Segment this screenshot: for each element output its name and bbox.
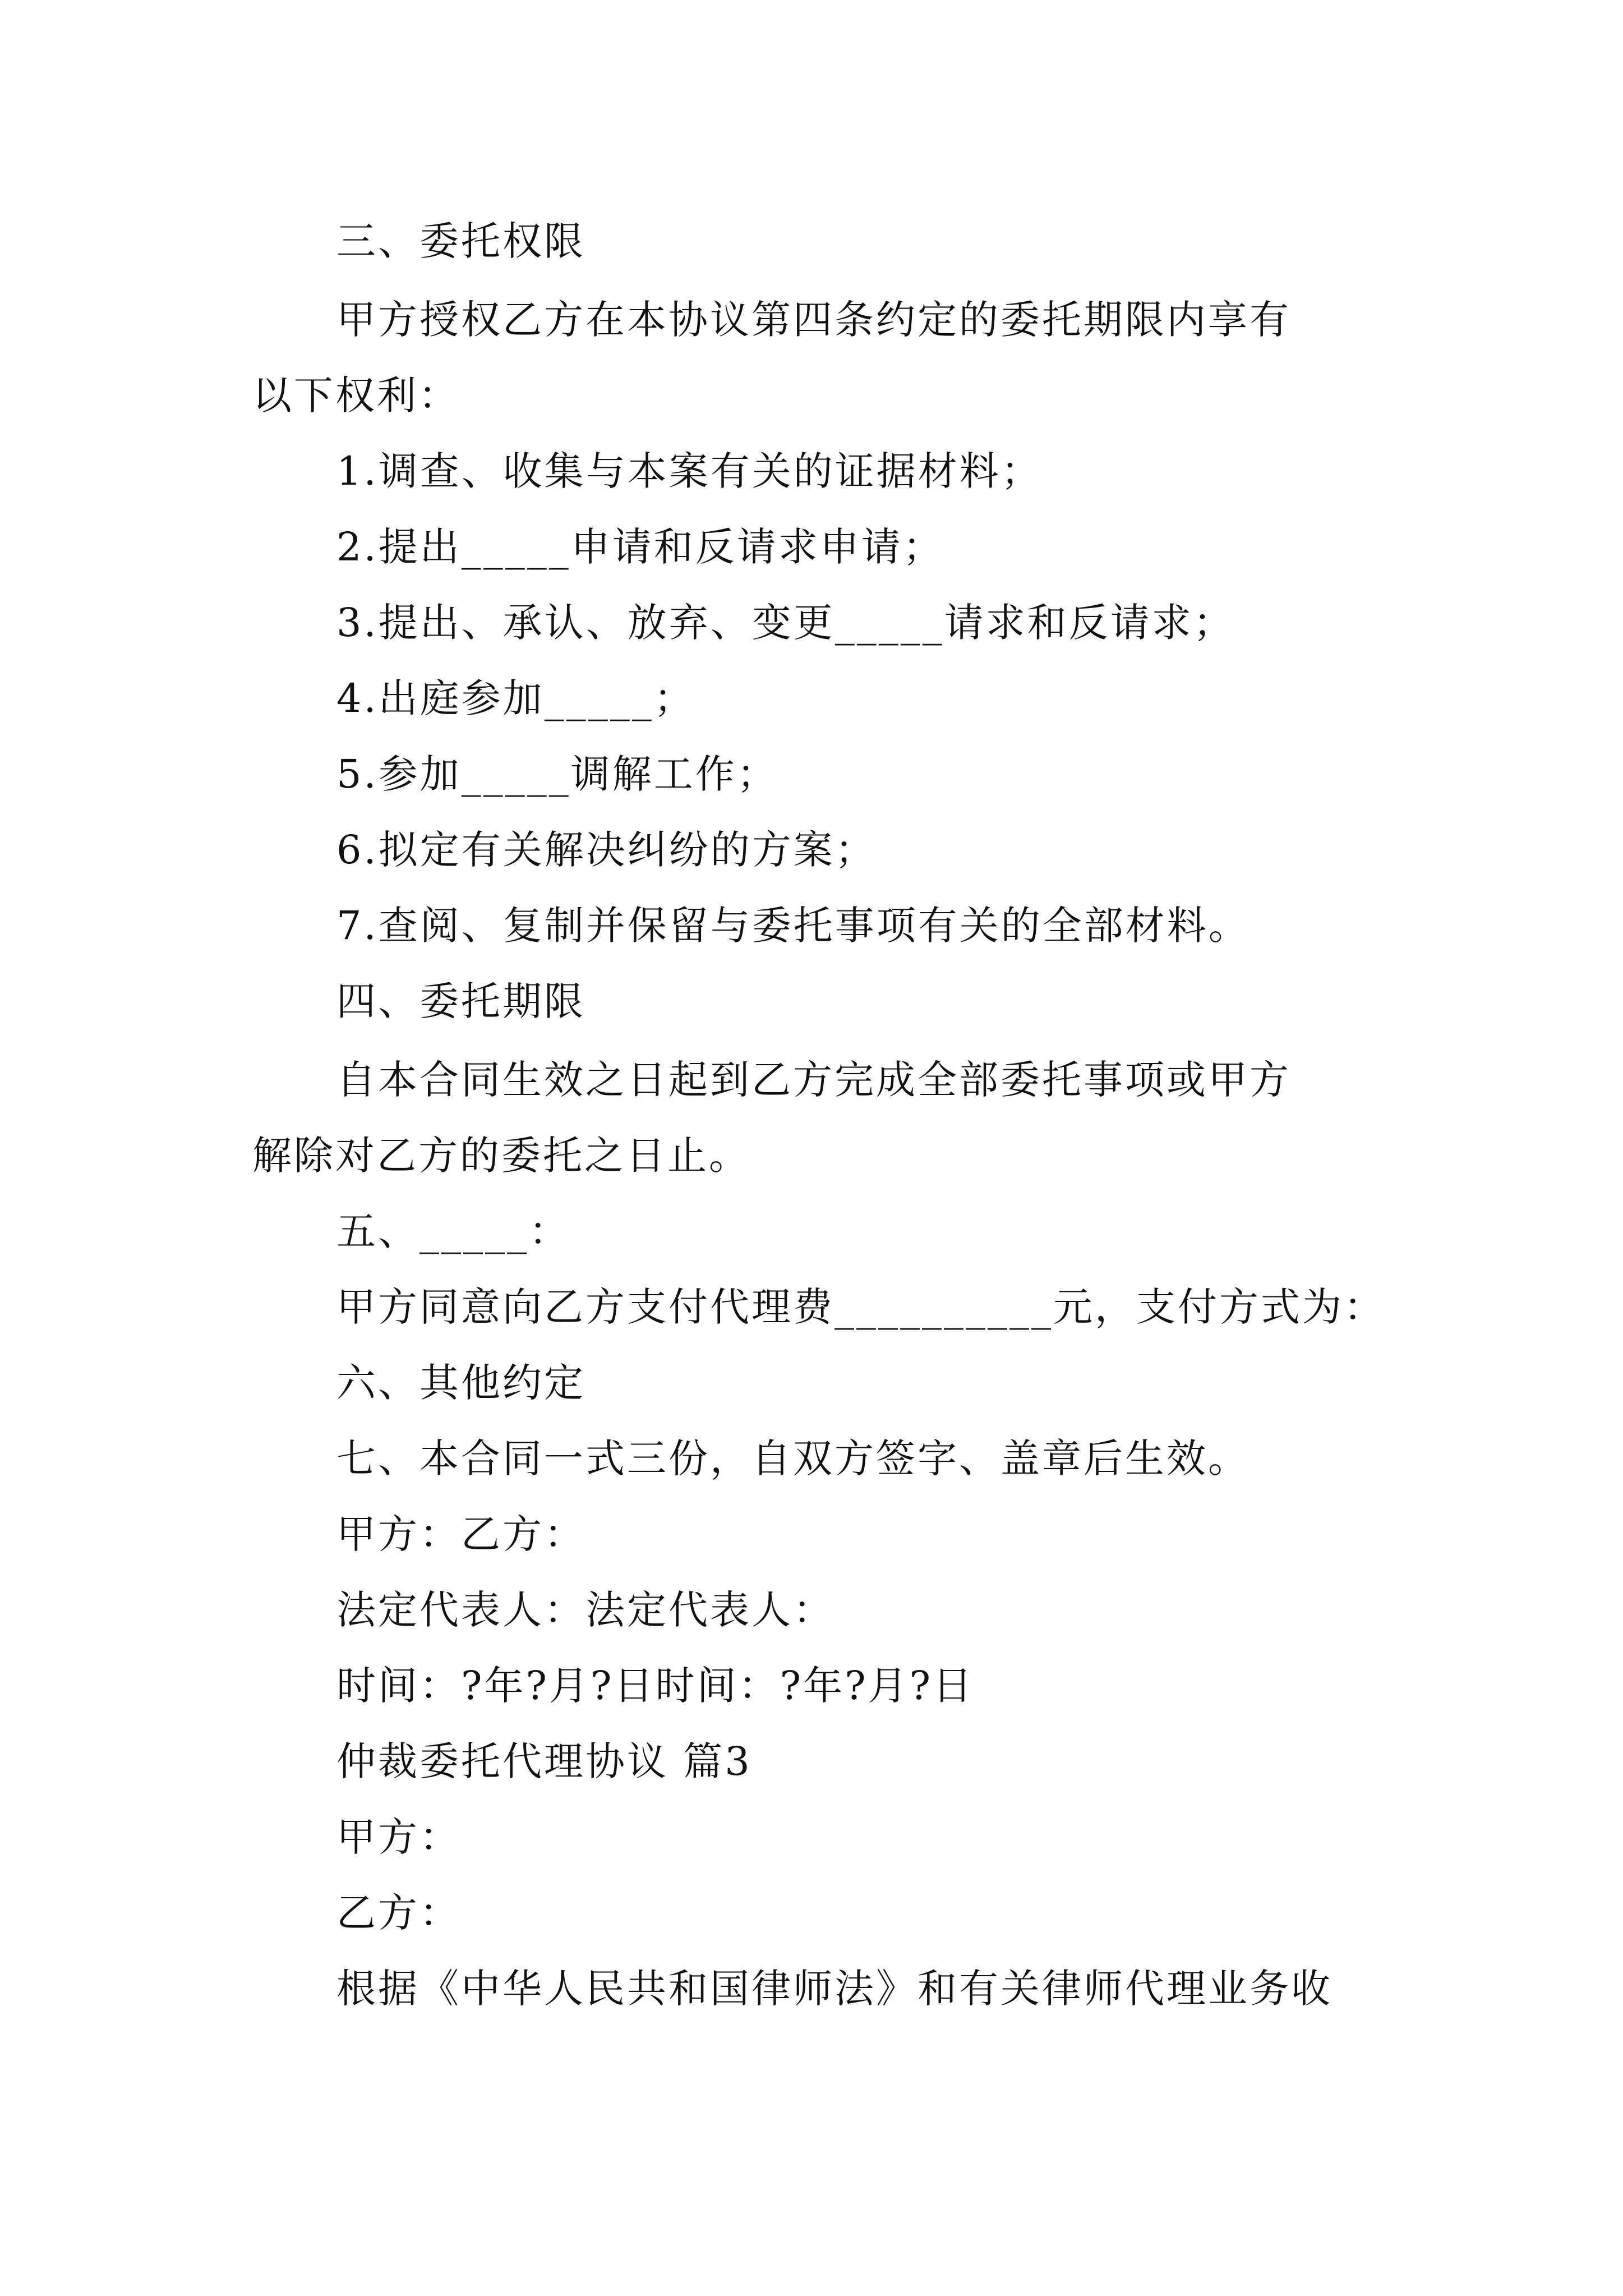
list-item: 3.提出、承认、放弃、变更_____请求和反请求； [336,600,1235,646]
list-item: 4.出庭参加_____； [336,675,695,721]
paragraph-line: 甲方同意向乙方支付代理费__________元，支付方式为： [336,1284,1385,1330]
paragraph-line: 以下权利： [252,372,460,418]
party-a-line: 甲方： [336,1814,461,1860]
paragraph-line: 解除对乙方的委托之日止。 [252,1133,750,1179]
list-item: 5.参加_____调解工作； [336,751,778,797]
list-item: 1.调查、收集与本案有关的证据材料； [336,448,1043,494]
list-item: 6.拟定有关解决纠纷的方案； [336,827,877,873]
section-heading-fee: 五、_____： [336,1208,570,1254]
section-heading-other: 六、其他约定 [336,1360,585,1406]
signature-representatives: 法定代表人：法定代表人： [336,1587,834,1633]
paragraph-line: 自本合同生效之日起到乙方完成全部委托事项或甲方 [336,1057,1291,1103]
paragraph-line: 七、本合同一式三份，自双方签字、盖章后生效。 [336,1435,1249,1481]
section-heading-term: 四、委托期限 [336,978,585,1024]
list-item: 7.查阅、复制并保留与委托事项有关的全部材料。 [336,903,1250,949]
party-b-line: 乙方： [336,1890,461,1936]
paragraph-line: 根据《中华人民共和国律师法》和有关律师代理业务收 [336,1966,1332,2012]
signature-dates: 时间：?年?月?日时间：?年?月?日 [336,1663,975,1709]
section-heading-authority: 三、委托权限 [336,218,585,264]
list-item: 2.提出_____申请和反请求申请； [336,524,944,570]
signature-parties: 甲方：乙方： [336,1511,585,1557]
paragraph-line: 甲方授权乙方在本协议第四条约定的委托期限内享有 [336,297,1291,343]
agreement-title: 仲裁委托代理协议 篇3 [336,1738,752,1784]
